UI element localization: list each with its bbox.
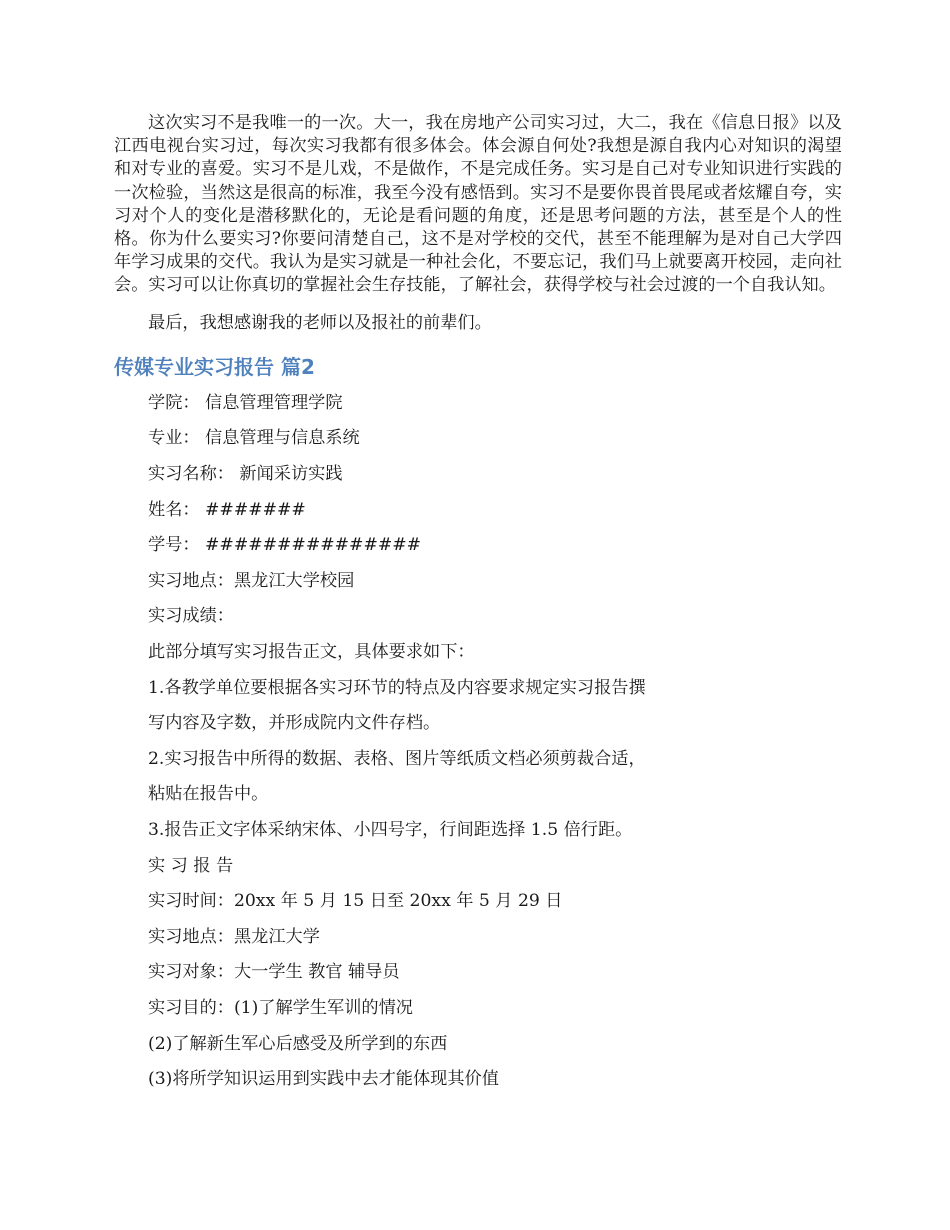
requirement-1-line-1: 1.各教学单位要根据各实习环节的特点及内容要求规定实习报告撰 xyxy=(148,677,646,698)
intro-paragraph: 这次实习不是我唯一的一次。大一，我在房地产公司实习过，大二，我在《信息日报》以及江西电视台实习过，每次实习我都有很多体会。体会源自何处?我想是源自我内心对知识的渴望和对专业的喜爱。实习不是儿戏，不是做作，不是完成任务。实习是自己对专业知识进行实践的一次检验，当然这是很高的标准，我至今没有感悟到。实习不是要你畏首畏尾或者炫耀自夸，实习对个人的变化是潜移默化的，无论是看问题的角度，还是思考问题的方法，甚至是个人的性格。你为什么要实习?你要问清楚自己，这不是对学校的交代，甚至不能理解为是对自己大学四年学习成果的交代。我认为是实习就是一种社会化，不要忘记，我们马上就要离开校园，走向社会。实习可以让你真切的掌握社会生存技能，了解社会，获得学校与社会过渡的一个自我认知。 xyxy=(114,113,842,296)
info-line-grade: 实习成绩： xyxy=(148,606,234,627)
info-line-college: 学院： 信息管理管理学院 xyxy=(148,392,343,413)
report-time: 实习时间：20xx 年 5 月 15 日至 20xx 年 5 月 29 日 xyxy=(148,891,563,912)
report-location: 实习地点：黑龙江大学 xyxy=(148,926,320,947)
closing-line: 最后，我想感谢我的老师以及报社的前辈们。 xyxy=(148,312,492,333)
requirements-intro: 此部分填写实习报告正文，具体要求如下： xyxy=(148,641,475,662)
report-purpose-2: (2)了解新生军心后感受及所学到的东西 xyxy=(148,1033,448,1054)
info-line-internship-name: 实习名称： 新闻采访实践 xyxy=(148,464,343,485)
requirement-1-line-2: 写内容及字数，并形成院内文件存档。 xyxy=(148,713,441,734)
info-line-student-id: 学号： ############### xyxy=(148,535,422,556)
requirement-3: 3.报告正文字体采纳宋体、小四号字，行间距选择 1.5 倍行距。 xyxy=(148,819,633,840)
info-line-name: 姓名： ####### xyxy=(148,499,306,520)
requirement-2-line-1: 2.实习报告中所得的数据、表格、图片等纸质文档必须剪裁合适， xyxy=(148,748,646,769)
report-purpose-1: 实习目的：(1)了解学生军训的情况 xyxy=(148,997,413,1018)
requirement-2-line-2: 粘贴在报告中。 xyxy=(148,784,269,805)
info-line-location: 实习地点：黑龙江大学校园 xyxy=(148,570,355,591)
report-subjects: 实习对象：大一学生 教官 辅导员 xyxy=(148,962,400,983)
report-title: 实 习 报 告 xyxy=(148,855,234,876)
info-line-major: 专业： 信息管理与信息系统 xyxy=(148,428,360,449)
report-purpose-3: (3)将所学知识运用到实践中去才能体现其价值 xyxy=(148,1069,499,1090)
document-page xyxy=(114,112,842,1091)
section-heading: 传媒专业实习报告 篇2 xyxy=(114,354,315,379)
